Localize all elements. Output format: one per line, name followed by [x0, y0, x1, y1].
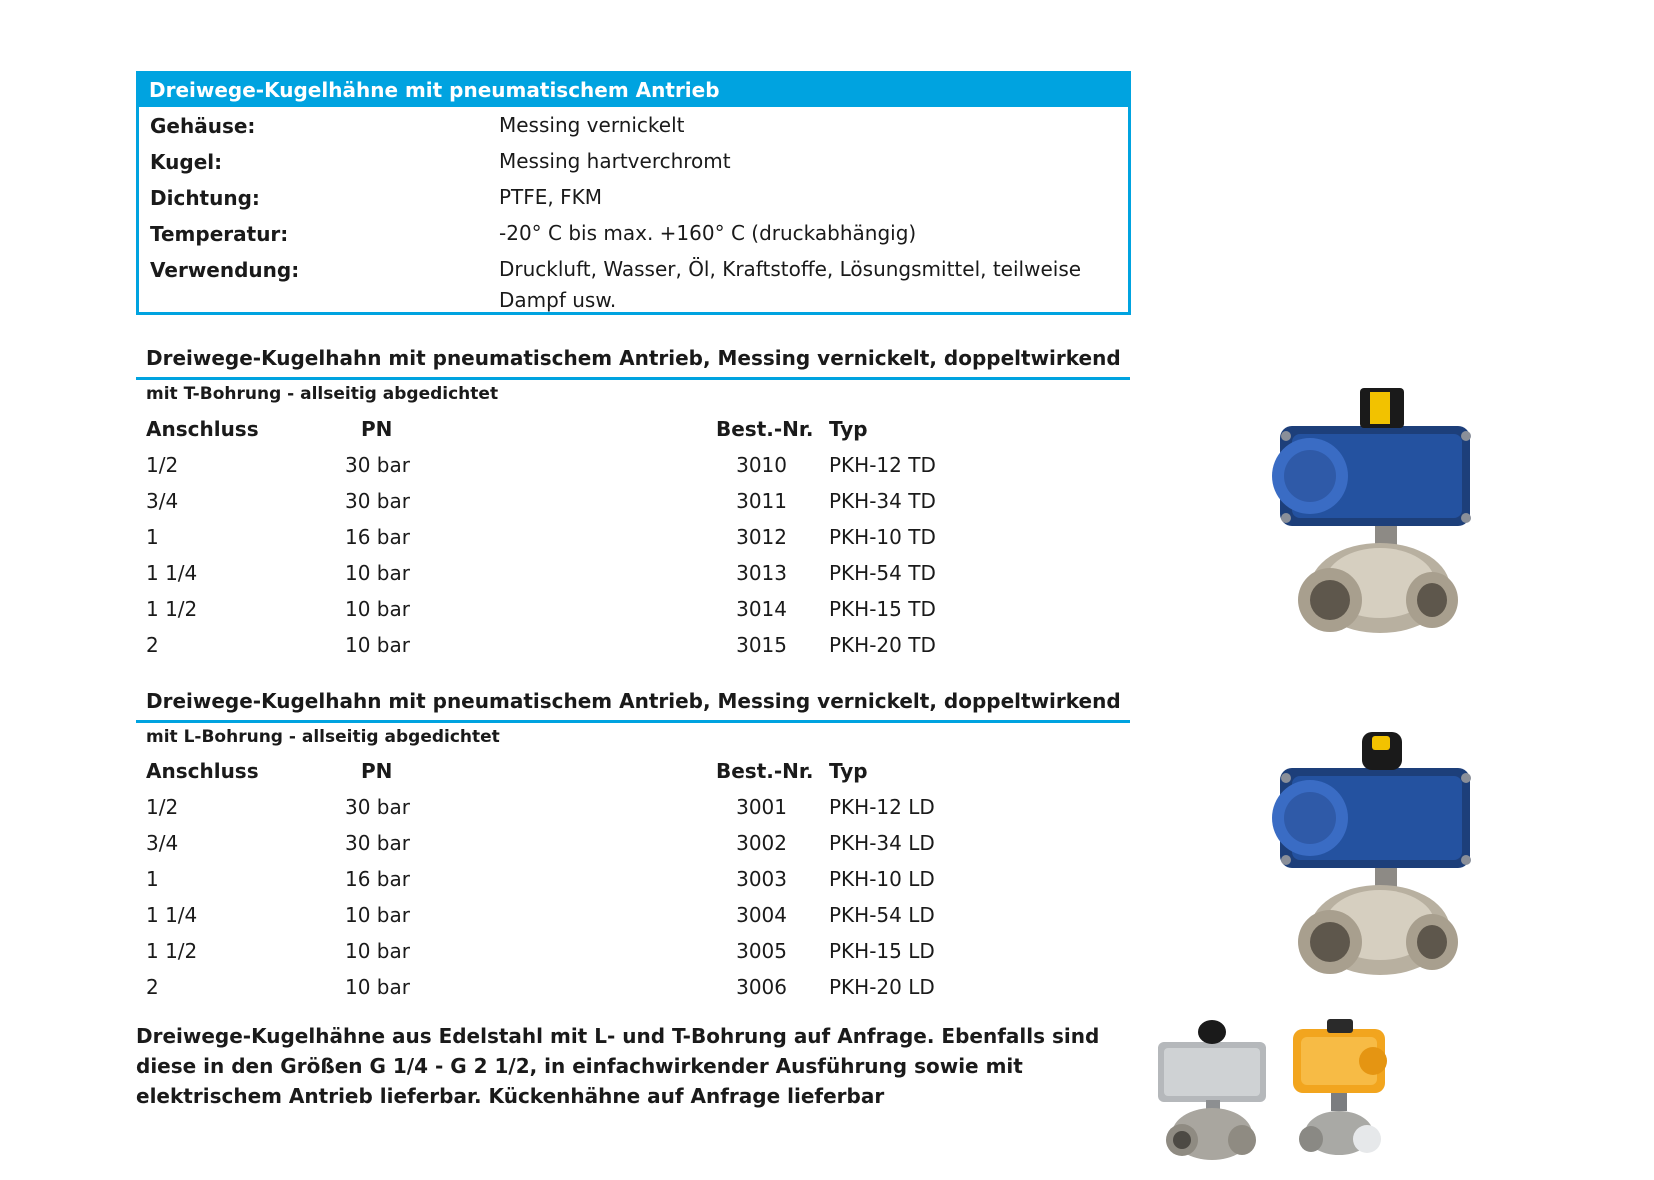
section-title: Dreiwege-Kugelhahn mit pneumatischem Antrieb, Messing vernickelt, doppeltwirkend [146, 689, 1121, 713]
cell-pn: 10 bar [345, 975, 410, 999]
cell-bestnr: 3006 [736, 975, 787, 999]
spec-box [136, 71, 1131, 315]
cell-pn: 16 bar [345, 525, 410, 549]
cell-bestnr: 3001 [736, 795, 787, 819]
cell-pn: 10 bar [345, 561, 410, 585]
cell-anschluss: 1 [146, 525, 159, 549]
spec-value: Druckluft, Wasser, Öl, Kraftstoffe, Lösungsmittel, teilweise Dampf usw. [499, 257, 1082, 312]
col-header-anschluss: Anschluss [146, 759, 259, 783]
cell-typ: PKH-34 LD [829, 831, 935, 855]
cell-anschluss: 2 [146, 975, 159, 999]
cell-typ: PKH-12 TD [829, 453, 936, 477]
cell-anschluss: 3/4 [146, 489, 179, 513]
stainless-valve-photo [1150, 1012, 1275, 1164]
cell-bestnr: 3012 [736, 525, 787, 549]
cell-anschluss: 2 [146, 633, 159, 657]
col-header-bestnr: Best.-Nr. [716, 759, 814, 783]
col-header-bestnr: Best.-Nr. [716, 417, 814, 441]
spec-label: Temperatur: [150, 222, 289, 246]
spec-label: Dichtung: [150, 186, 260, 210]
cell-bestnr: 3015 [736, 633, 787, 657]
spec-title: Dreiwege-Kugelhähne mit pneumatischem Antrieb [139, 74, 1128, 107]
cell-typ: PKH-54 TD [829, 561, 936, 585]
cell-typ: PKH-15 TD [829, 597, 936, 621]
cell-anschluss: 1/2 [146, 795, 179, 819]
cell-bestnr: 3005 [736, 939, 787, 963]
col-header-pn: PN [361, 759, 393, 783]
spec-value: Messing hartverchromt [499, 149, 731, 173]
cell-pn: 30 bar [345, 489, 410, 513]
cell-pn: 10 bar [345, 597, 410, 621]
cell-typ: PKH-15 LD [829, 939, 935, 963]
cell-bestnr: 3013 [736, 561, 787, 585]
cell-anschluss: 3/4 [146, 831, 179, 855]
spec-label: Kugel: [150, 150, 223, 174]
cell-anschluss: 1 1/4 [146, 903, 198, 927]
cell-bestnr: 3011 [736, 489, 787, 513]
cell-anschluss: 1/2 [146, 453, 179, 477]
cell-pn: 10 bar [345, 633, 410, 657]
cell-typ: PKH-10 TD [829, 525, 936, 549]
spec-value: Messing vernickelt [499, 113, 685, 137]
section-subtitle: mit L-Bohrung - allseitig abgedichtet [146, 727, 500, 747]
valve-actuator-photo-l [1270, 720, 1490, 990]
cell-pn: 16 bar [345, 867, 410, 891]
cell-typ: PKH-10 LD [829, 867, 935, 891]
cell-typ: PKH-20 LD [829, 975, 935, 999]
cell-pn: 10 bar [345, 939, 410, 963]
cell-bestnr: 3010 [736, 453, 787, 477]
cell-bestnr: 3014 [736, 597, 787, 621]
col-header-anschluss: Anschluss [146, 417, 259, 441]
spec-label: Gehäuse: [150, 114, 256, 138]
footer-note: Dreiwege-Kugelhähne aus Edelstahl mit L- und T-Bohrung auf Anfrage. Ebenfalls sind diese in den Größen G 1/4 - G 2 1/2, in einfachwirkender Ausführung sowie mit elektrischem Antrieb lieferbar. Kückenhähne auf Anfrage lieferbar [136, 1024, 1100, 1108]
cell-bestnr: 3004 [736, 903, 787, 927]
cell-bestnr: 3002 [736, 831, 787, 855]
cell-typ: PKH-12 LD [829, 795, 935, 819]
cell-anschluss: 1 1/4 [146, 561, 198, 585]
col-header-typ: Typ [829, 417, 868, 441]
cell-typ: PKH-20 TD [829, 633, 936, 657]
col-header-typ: Typ [829, 759, 868, 783]
section-divider [136, 720, 1130, 723]
cell-anschluss: 1 1/2 [146, 597, 198, 621]
electric-actuator-valve-photo [1287, 1015, 1392, 1165]
cell-pn: 30 bar [345, 453, 410, 477]
cell-pn: 30 bar [345, 831, 410, 855]
cell-pn: 10 bar [345, 903, 410, 927]
section-divider [136, 377, 1130, 380]
section-subtitle: mit T-Bohrung - allseitig abgedichtet [146, 384, 499, 404]
cell-anschluss: 1 1/2 [146, 939, 198, 963]
cell-anschluss: 1 [146, 867, 159, 891]
cell-bestnr: 3003 [736, 867, 787, 891]
valve-actuator-photo-t [1270, 378, 1490, 648]
spec-value: PTFE, FKM [499, 185, 603, 209]
section-title: Dreiwege-Kugelhahn mit pneumatischem Antrieb, Messing vernickelt, doppeltwirkend [146, 346, 1121, 370]
spec-value: -20° C bis max. +160° C (druckabhängig) [499, 221, 917, 245]
col-header-pn: PN [361, 417, 393, 441]
spec-label: Verwendung: [150, 258, 300, 282]
cell-typ: PKH-54 LD [829, 903, 935, 927]
cell-pn: 30 bar [345, 795, 410, 819]
cell-typ: PKH-34 TD [829, 489, 936, 513]
